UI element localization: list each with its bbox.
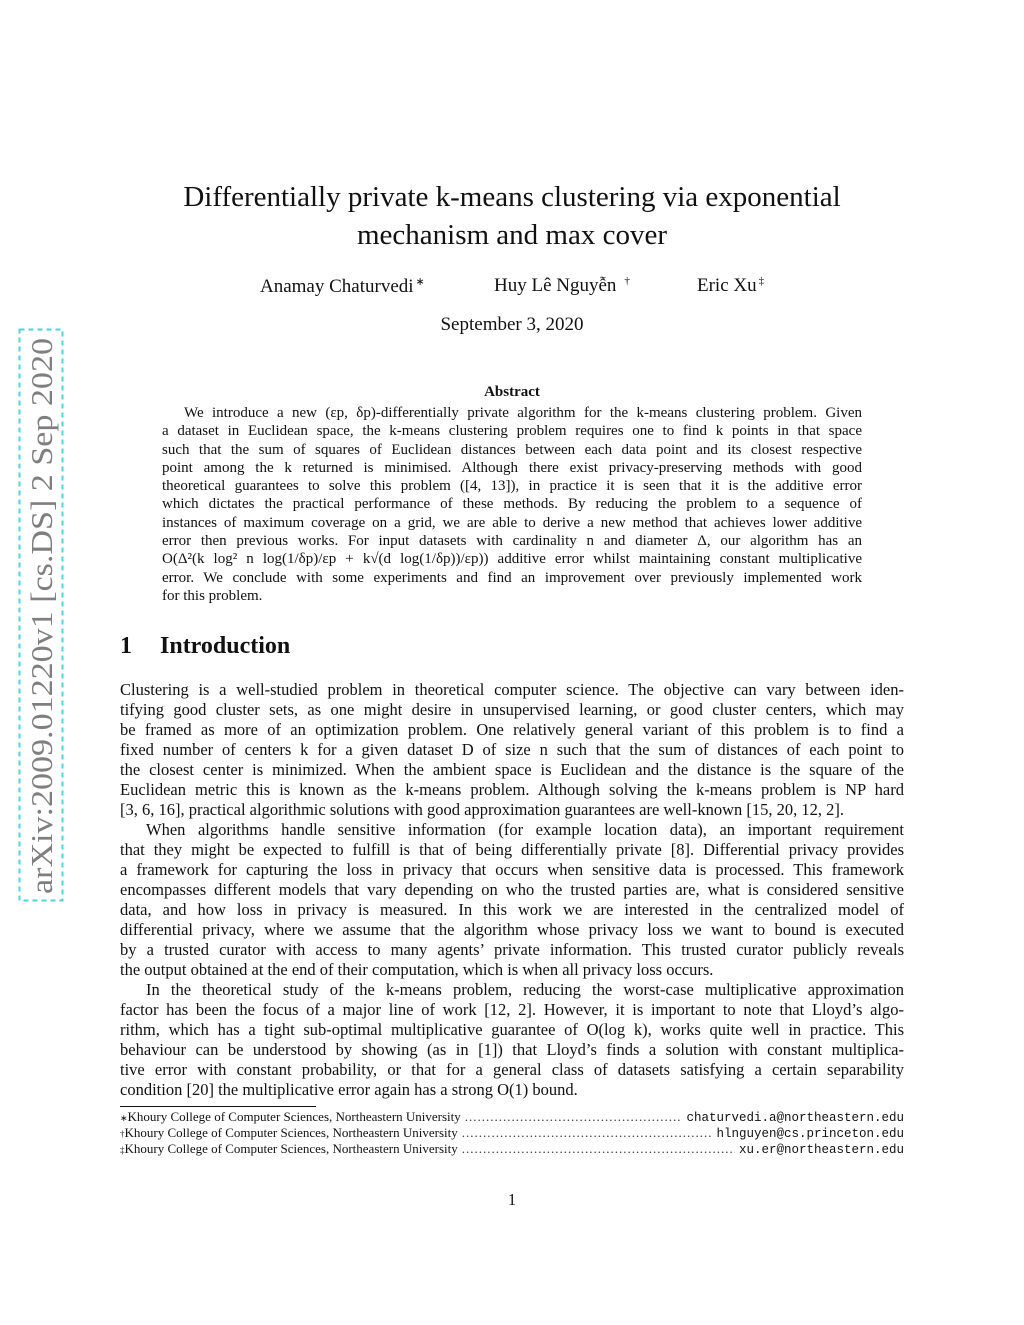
body-line: When algorithms handle sensitive information (for example location data), an important requirement: [146, 820, 904, 839]
footnote-mark: †: [120, 1129, 125, 1139]
body-line: tifying good cluster sets, as one might desire in unsupervised learning, or good cluster centers, which may: [120, 700, 904, 719]
abstract-line: theoretical guarantees to solve this problem ([4, 13]), in practice it is seen that it is the additive error: [162, 478, 862, 495]
author-name: Huy Lê Nguyễn: [494, 275, 617, 296]
footnote-2: [120, 1125, 904, 1141]
arxiv-stamp-text: arXiv:2009.01220v1 [cs.DS] 2 Sep 2020: [24, 387, 59, 894]
abstract-line: such that the sum of squares of Euclidean distances between each data point and its closest respective: [162, 441, 862, 458]
section-number: 1: [120, 633, 132, 659]
footnote-leader: [462, 1125, 713, 1141]
footnotes: [120, 1109, 904, 1157]
author-footnote-mark: ∗: [415, 276, 425, 288]
body-line: a framework for capturing the loss in privacy that occurs when sensitive data is processed. This framework: [120, 860, 904, 879]
footnote-affiliation: Khoury College of Computer Sciences, Northeastern University: [124, 1125, 458, 1140]
abstract-body: [162, 404, 862, 605]
author-name: Anamay Chaturvedi: [260, 276, 414, 297]
abstract-line: point among the k returned is minimised. Although there exist privacy-preserving methods with good: [162, 459, 862, 476]
footnote-leader: [462, 1141, 735, 1157]
footnote-email[interactable]: chaturvedi.a@northeastern.edu: [686, 1111, 904, 1125]
body-line: encompasses different models that vary depending on who the trusted parties are, what is considered sensitive: [120, 880, 904, 899]
body-line: that they might be expected to fulfill is that of being differentially private [8]. Differential privacy provides: [120, 840, 904, 859]
body-line: rithm, which has a tight sub-optimal multiplicative guarantee of O(log k), works quite well in practice. This: [120, 1020, 904, 1039]
title-line-2: mechanism and max cover: [356, 219, 668, 251]
body-line: the closest center is minimized. When the ambient space is Euclidean and the distance is the square of the: [120, 760, 904, 779]
author-2: [494, 275, 630, 297]
introduction-body: [120, 680, 904, 1100]
body-line: Clustering is a well-studied problem in theoretical computer science. The objective can vary between iden-: [120, 680, 904, 699]
abstract-line: for this problem.: [162, 587, 263, 604]
body-line: tive error with constant probability, or that for a general class of datasets satisfying a certain separability: [120, 1060, 904, 1079]
abstract-line: error. We conclude with some experiments and find an improvement over previously implemented work: [162, 569, 862, 586]
body-line: Euclidean metric this is known as the k-means problem. Although solving the k-means problem is NP hard: [120, 780, 904, 799]
body-line: data, and how loss in privacy is measured. In this work we are interested in the centralized model of: [120, 900, 904, 919]
footnote-email[interactable]: hlnguyen@cs.princeton.edu: [716, 1127, 904, 1141]
author-footnote-mark: †: [624, 275, 630, 287]
body-line: differential privacy, where we assume that the algorithm whose privacy loss we want to bound is executed: [120, 920, 904, 939]
author-list: [0, 275, 1024, 301]
abstract-line: We introduce a new (εp, δp)-differentially private algorithm for the k-means clustering problem. Given: [184, 405, 862, 421]
abstract-line: a dataset in Euclidean space, the k-means clustering problem requires one to find k points in that space: [162, 423, 862, 440]
title-line-1: Differentially private k-means clustering via exponential: [183, 181, 841, 213]
footnote-mark: ∗: [120, 1113, 128, 1123]
body-line: be framed as more of an optimization problem. One relatively general variant of this problem is to find a: [120, 720, 904, 739]
body-line: [3, 6, 16], practical algorithmic solutions with good approximation guarantees are well-known [15, 20, 12, 2].: [120, 800, 844, 819]
abstract-line: error then previous works. For input datasets with cardinality n and diameter Δ, our algorithm has an: [162, 533, 862, 550]
footnote-affiliation: Khoury College of Computer Sciences, Northeastern University: [124, 1141, 458, 1156]
footnote-1: [120, 1109, 904, 1125]
body-line: the output obtained at the end of their computation, which is when all privacy loss occurs.: [120, 960, 714, 979]
paper-title: [120, 178, 904, 254]
body-line: condition [20] the multiplicative error again has a strong O(1) bound.: [120, 1080, 578, 1099]
footnote-3: [120, 1141, 904, 1157]
author-1: [260, 275, 425, 298]
abstract-line: O(Δ²(k log² n log(1/δp)/εp + k√(d log(1/δp))/εp)) additive error whilst maintaining constant multiplicative: [162, 551, 862, 568]
author-3: [697, 275, 764, 297]
body-line: fixed number of centers k for a given dataset D of size n such that the sum of distances of each point to: [120, 740, 904, 759]
body-line: behaviour can be understood by showing (as in [1]) that Lloyd’s finds a solution with constant multiplica-: [120, 1040, 904, 1059]
section-title-text: Introduction: [160, 633, 291, 659]
author-footnote-mark: ‡: [758, 275, 765, 287]
section-heading: [120, 633, 290, 660]
abstract-line: which dictates the practical performance of these methods. By reducing the problem to a sequence of: [162, 496, 862, 513]
footnote-affiliation: Khoury College of Computer Sciences, Northeastern University: [127, 1109, 461, 1124]
page-number: 1: [507, 1190, 517, 1209]
author-name: Eric Xu: [697, 275, 757, 296]
arxiv-stamp: [18, 328, 64, 902]
body-line: by a trusted curator with access to many agents’ private information. This trusted curator publicly reveals: [120, 940, 904, 959]
footnote-mark: ‡: [120, 1145, 125, 1155]
footnote-email[interactable]: xu.er@northeastern.edu: [738, 1143, 904, 1157]
abstract-heading: Abstract: [484, 384, 540, 400]
footnote-leader: [465, 1109, 683, 1125]
abstract-line: instances of maximum coverage on a grid, we are able to derive a new method that achieves lower additive: [162, 514, 862, 531]
body-line: factor has been the focus of a major line of work [12, 2]. However, it is important to note that Lloyd’s algo-: [120, 1000, 904, 1019]
body-line: In the theoretical study of the k-means problem, reducing the worst-case multiplicative approximation: [146, 980, 904, 999]
footnote-rule: [120, 1106, 316, 1107]
publication-date: September 3, 2020: [440, 314, 584, 335]
